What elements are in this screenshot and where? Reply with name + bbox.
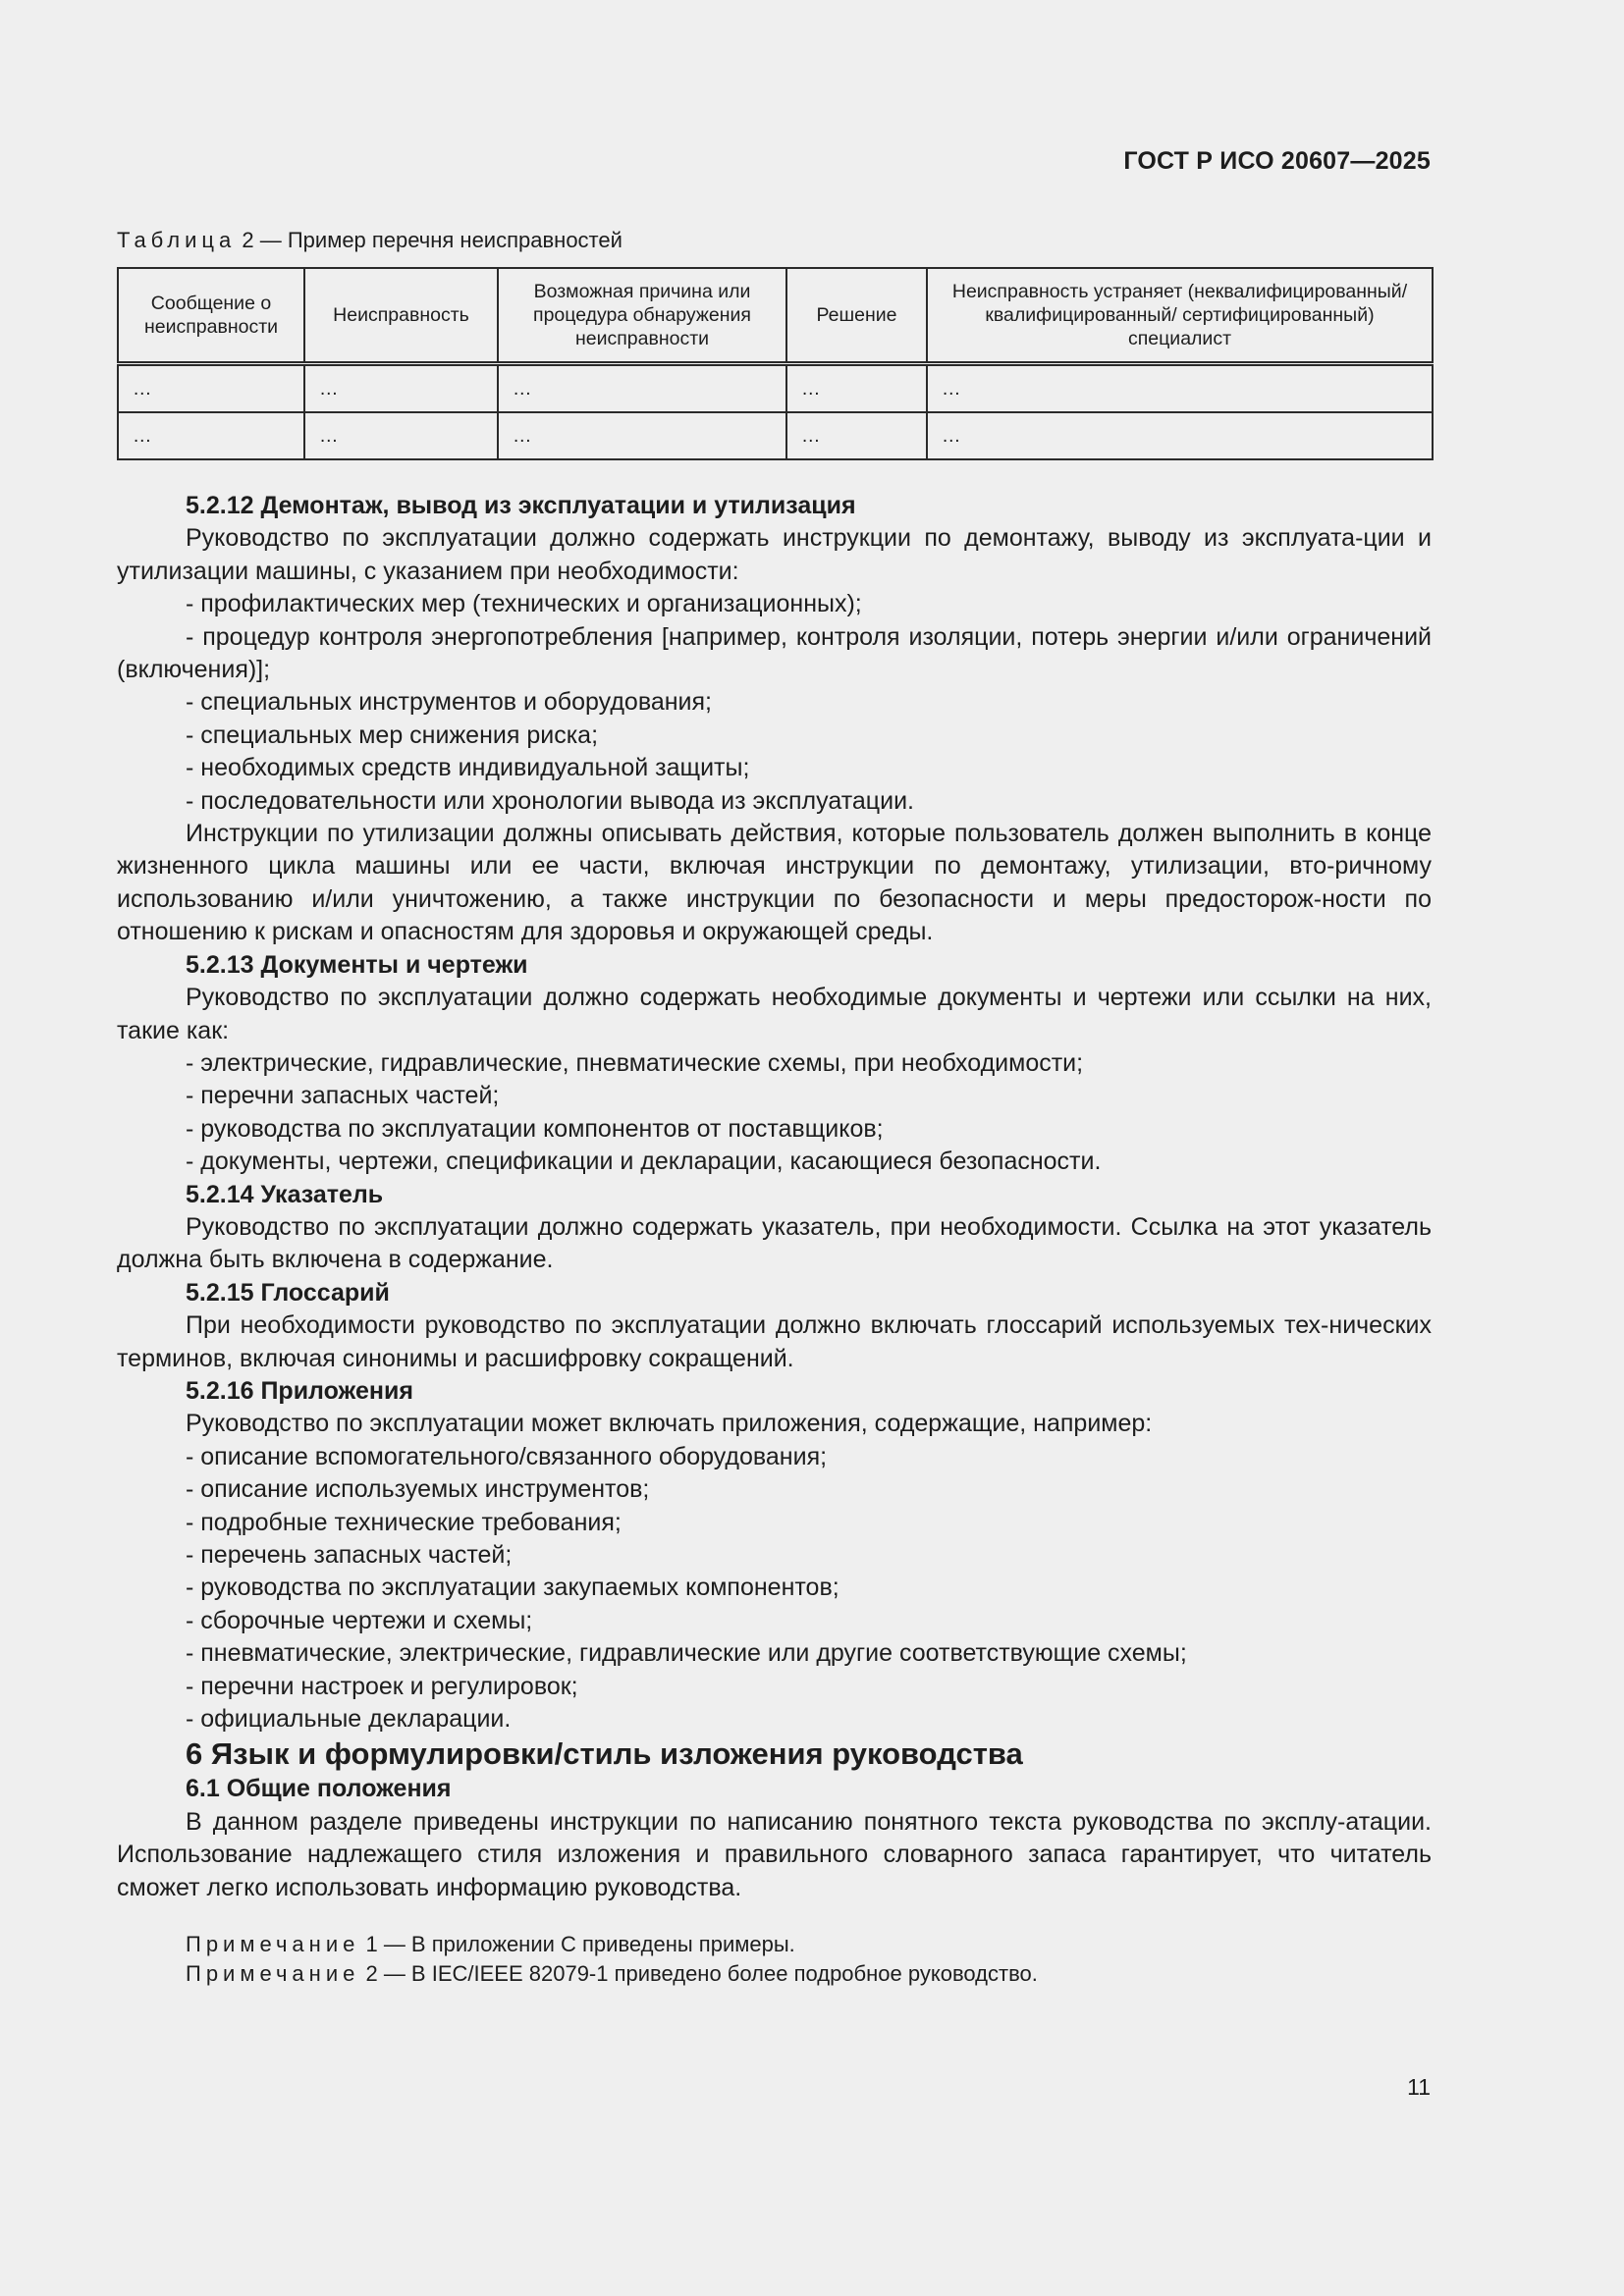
section-heading-6-1: 6.1 Общие положения xyxy=(186,1775,452,1803)
list-item: - сборочные чертежи и схемы; xyxy=(186,1606,533,1634)
table-cell: … xyxy=(304,412,498,459)
list-item: - описание используемых инструментов; xyxy=(186,1475,650,1504)
list-item: - электрические, гидравлические, пневматические схемы, при необходимости; xyxy=(186,1048,1084,1077)
list-item: - подробные технические требования; xyxy=(186,1508,622,1536)
column-header-fault-message: Сообщение о неисправности xyxy=(118,268,304,364)
note-label: Примечание xyxy=(186,1961,360,1987)
fault-list-table xyxy=(117,267,1434,460)
list-item: - руководства по эксплуатации компонентов от поставщиков; xyxy=(186,1114,884,1143)
column-header-fault: Неисправность xyxy=(304,268,498,364)
section-heading-5-2-14: 5.2.14 Указатель xyxy=(186,1180,384,1208)
table-cell: … xyxy=(304,364,498,413)
note-text: 1 — В приложении С приведены примеры. xyxy=(365,1932,795,1957)
note-2 xyxy=(117,1959,1432,1989)
note-1 xyxy=(117,1930,1432,1959)
table-header-row xyxy=(118,268,1433,364)
column-header-specialist: Неисправность устраняет (неквалифицированный/квалифицированный/ сертифицированный) специалист xyxy=(927,268,1433,364)
section-heading-5-2-12: 5.2.12 Демонтаж, вывод из эксплуатации и утилизация xyxy=(186,492,856,519)
column-header-solution: Решение xyxy=(786,268,927,364)
table-cell: … xyxy=(118,412,304,459)
table-row xyxy=(118,364,1433,413)
standard-header: ГОСТ Р ИСО 20607—2025 xyxy=(1123,147,1431,175)
table-cell: … xyxy=(927,412,1433,459)
list-item: - последовательности или хронологии вывода из эксплуатации. xyxy=(186,786,914,815)
section-heading-5-2-15: 5.2.15 Глоссарий xyxy=(186,1278,390,1307)
page-number: 11 xyxy=(1407,2074,1431,2100)
list-item: - руководства по эксплуатации закупаемых компонентов; xyxy=(186,1574,839,1602)
paragraph: Руководство по эксплуатации может включать приложения, содержащие, например: xyxy=(186,1410,1153,1438)
note-text: 2 — В IEC/IEEE 82079-1 приведено более подробное руководство. xyxy=(365,1961,1038,1987)
list-item: - профилактических мер (технических и организационных); xyxy=(186,590,862,618)
list-item: - специальных мер снижения риска; xyxy=(186,721,599,749)
paragraph: Руководство по эксплуатации должно содержать инструкции по демонтажу, выводу из эксплуата-ции и утилизации машины, с указанием при необходимости: xyxy=(117,524,1432,585)
table-caption-title: 2 — Пример перечня неисправностей xyxy=(242,228,623,252)
table-caption-label: Таблица xyxy=(117,228,237,252)
list-item: - перечни настроек и регулировок; xyxy=(186,1672,578,1700)
note-label: Примечание xyxy=(186,1932,360,1957)
section-heading-5-2-13: 5.2.13 Документы и чертежи xyxy=(186,950,528,979)
table-cell: … xyxy=(786,412,927,459)
list-item: - специальных инструментов и оборудования; xyxy=(186,688,712,717)
paragraph: Руководство по эксплуатации должно содержать указатель, при необходимости. Ссылка на этот указатель должна быть включена в содержание. xyxy=(117,1212,1432,1274)
table-cell: … xyxy=(927,364,1433,413)
list-item: - документы, чертежи, спецификации и декларации, касающиеся безопасности. xyxy=(186,1148,1102,1176)
table-cell: … xyxy=(786,364,927,413)
paragraph: Руководство по эксплуатации должно содержать необходимые документы и чертежи или ссылки на них, такие как: xyxy=(117,984,1432,1044)
list-item: - необходимых средств индивидуальной защиты; xyxy=(186,754,750,782)
paragraph: Инструкции по утилизации должны описывать действия, которые пользователь должен выполнить в конце жизненного цикла машины или ее части, включая инструкции по демонтажу, утилизации, вто-ричному использованию и/или уничтожению, а также инструкции по безопасности и меры предосторож-ности по отношению к рискам и опасностям для здоровья и окружающей среды. xyxy=(117,820,1432,946)
list-item: - перечень запасных частей; xyxy=(186,1541,513,1569)
list-item: - пневматические, электрические, гидравлические или другие соответствующие схемы; xyxy=(186,1639,1187,1668)
paragraph: При необходимости руководство по эксплуатации должно включать глоссарий используемых тех-нических терминов, включая синонимы и расшифровку сокращений. xyxy=(117,1311,1432,1372)
table-caption xyxy=(117,228,623,253)
section-heading-6: 6 Язык и формулировки/стиль изложения руководства xyxy=(186,1736,1023,1772)
column-header-possible-cause: Возможная причина или процедура обнаружения неисправности xyxy=(498,268,786,364)
list-item: - официальные декларации. xyxy=(186,1705,512,1734)
section-heading-5-2-16: 5.2.16 Приложения xyxy=(186,1376,413,1405)
table-row xyxy=(118,412,1433,459)
list-item: - описание вспомогательного/связанного оборудования; xyxy=(186,1442,828,1470)
table-cell: … xyxy=(118,364,304,413)
document-body xyxy=(117,490,1432,1989)
list-item: - перечни запасных частей; xyxy=(186,1082,500,1110)
table-cell: … xyxy=(498,412,786,459)
list-item: - процедур контроля энергопотребления [например, контроля изоляции, потерь энергии и/или ограничений (включения)]; xyxy=(117,622,1432,684)
paragraph: В данном разделе приведены инструкции по написанию понятного текста руководства по эксплу-атации. Использование надлежащего стиля изложения и правильного словарного запаса гарантирует, что читатель сможет легко использовать информацию руководства. xyxy=(117,1807,1432,1901)
table-cell: … xyxy=(498,364,786,413)
